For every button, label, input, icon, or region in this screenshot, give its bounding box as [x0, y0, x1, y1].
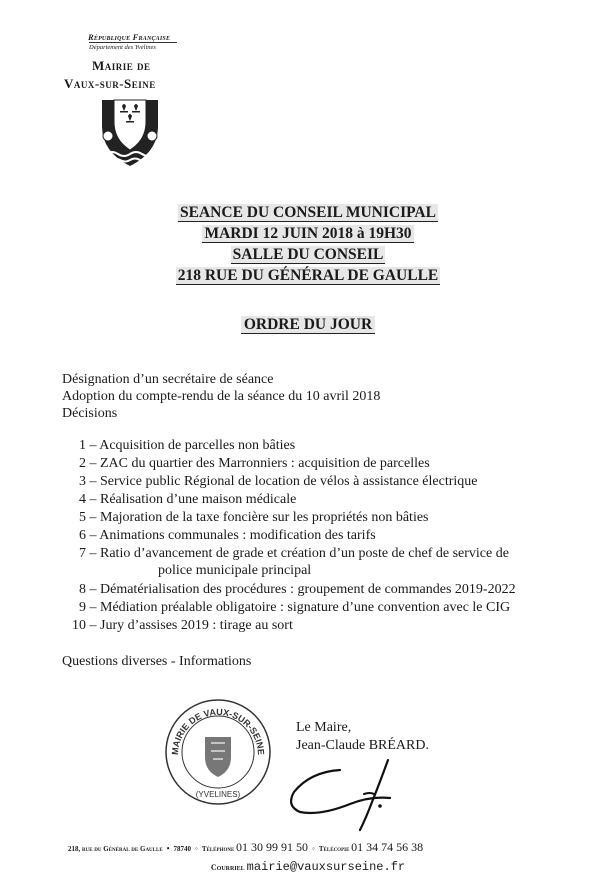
republic-label: République Française [88, 32, 171, 42]
agenda-item: 5 – Majoration de la taxe foncière sur les propriétés non bâties [79, 510, 429, 525]
signature-name: Jean-Claude BRÉARD. [296, 738, 429, 753]
agenda-item: 4 – Réalisation d’une maison médicale [79, 492, 297, 507]
footer-address: 218, rue du Général de Gaulle [68, 845, 163, 853]
agenda-item: 7 – Ratio d’avancement de grade et création d’un poste de chef de service de police municipale principal [79, 546, 509, 578]
meeting-address: 218 RUE DU GÉNÉRAL DE GAULLE [177, 267, 439, 284]
meeting-date: MARDI 12 JUIN 2018 à 19H30 [204, 225, 412, 242]
footer-tel-label: Téléphone [201, 845, 235, 853]
footer-mail: mairie@vauxsurseine.fr [246, 860, 406, 874]
footer-tel: 01 30 99 91 50 [236, 840, 309, 854]
intro-adoption: Adoption du compte-rendu de la séance du 10 avril 2018 [62, 389, 381, 404]
footer-contact: 218, rue du Général de Gaulle • 78740 ◦ Téléphone 01 30 99 91 50 ◦ Télécopie 01 34 74 56 38 [68, 840, 424, 854]
agenda-item-continuation: police municipale principal [158, 563, 312, 578]
closing-questions: Questions diverses - Informations [62, 654, 252, 669]
mairie-title-line2: Vaux-sur-Seine [64, 76, 156, 91]
agenda-item: 8 – Dématérialisation des procédures : groupement de commandes 2019-2022 [79, 582, 516, 597]
footer-postcode: 78740 [173, 845, 191, 853]
footer-fax-label: Télécopie [318, 845, 350, 853]
footer-fax: 01 34 74 56 38 [351, 840, 424, 854]
agenda-heading: ORDRE DU JOUR [0, 316, 616, 334]
intro-secretary: Désignation d’un secrétaire de séance [62, 372, 274, 387]
town-seal-icon [163, 697, 273, 807]
coat-of-arms-icon [98, 96, 162, 170]
seal-bottom-text: (YVELINES) [195, 790, 241, 799]
meeting-room: SALLE DU CONSEIL [232, 246, 384, 263]
intro-decisions: Décisions [62, 406, 118, 421]
agenda-item: 3 – Service public Régional de location de vélos à assistance électrique [79, 474, 478, 489]
agenda-item: 6 – Animations communales : modification des tarifs [79, 528, 376, 543]
department-label: Département des Yvelines [89, 44, 156, 51]
seal-text: MAIRIE DE VAUX-SUR-SEINE [169, 706, 267, 756]
agenda-item: 9 – Médiation préalable obligatoire : signature d’une convention avec le CIG [79, 600, 511, 615]
handwritten-signature-icon [280, 752, 430, 832]
footer-email-line [0, 860, 616, 874]
header-divider [89, 42, 177, 43]
agenda-item: 2 – ZAC du quartier des Marronniers : acquisition de parcelles [79, 456, 430, 471]
mairie-title-line1: Mairie de [92, 58, 151, 73]
agenda-item: 10 – Jury d’assises 2019 : tirage au sort [72, 618, 293, 633]
agenda-item: 1 – Acquisition de parcelles non bâties [79, 438, 296, 453]
signature-title: Le Maire, [296, 720, 352, 735]
footer-mail-label: Courriel [210, 863, 245, 872]
meeting-title: SEANCE DU CONSEIL MUNICIPAL [180, 204, 436, 221]
